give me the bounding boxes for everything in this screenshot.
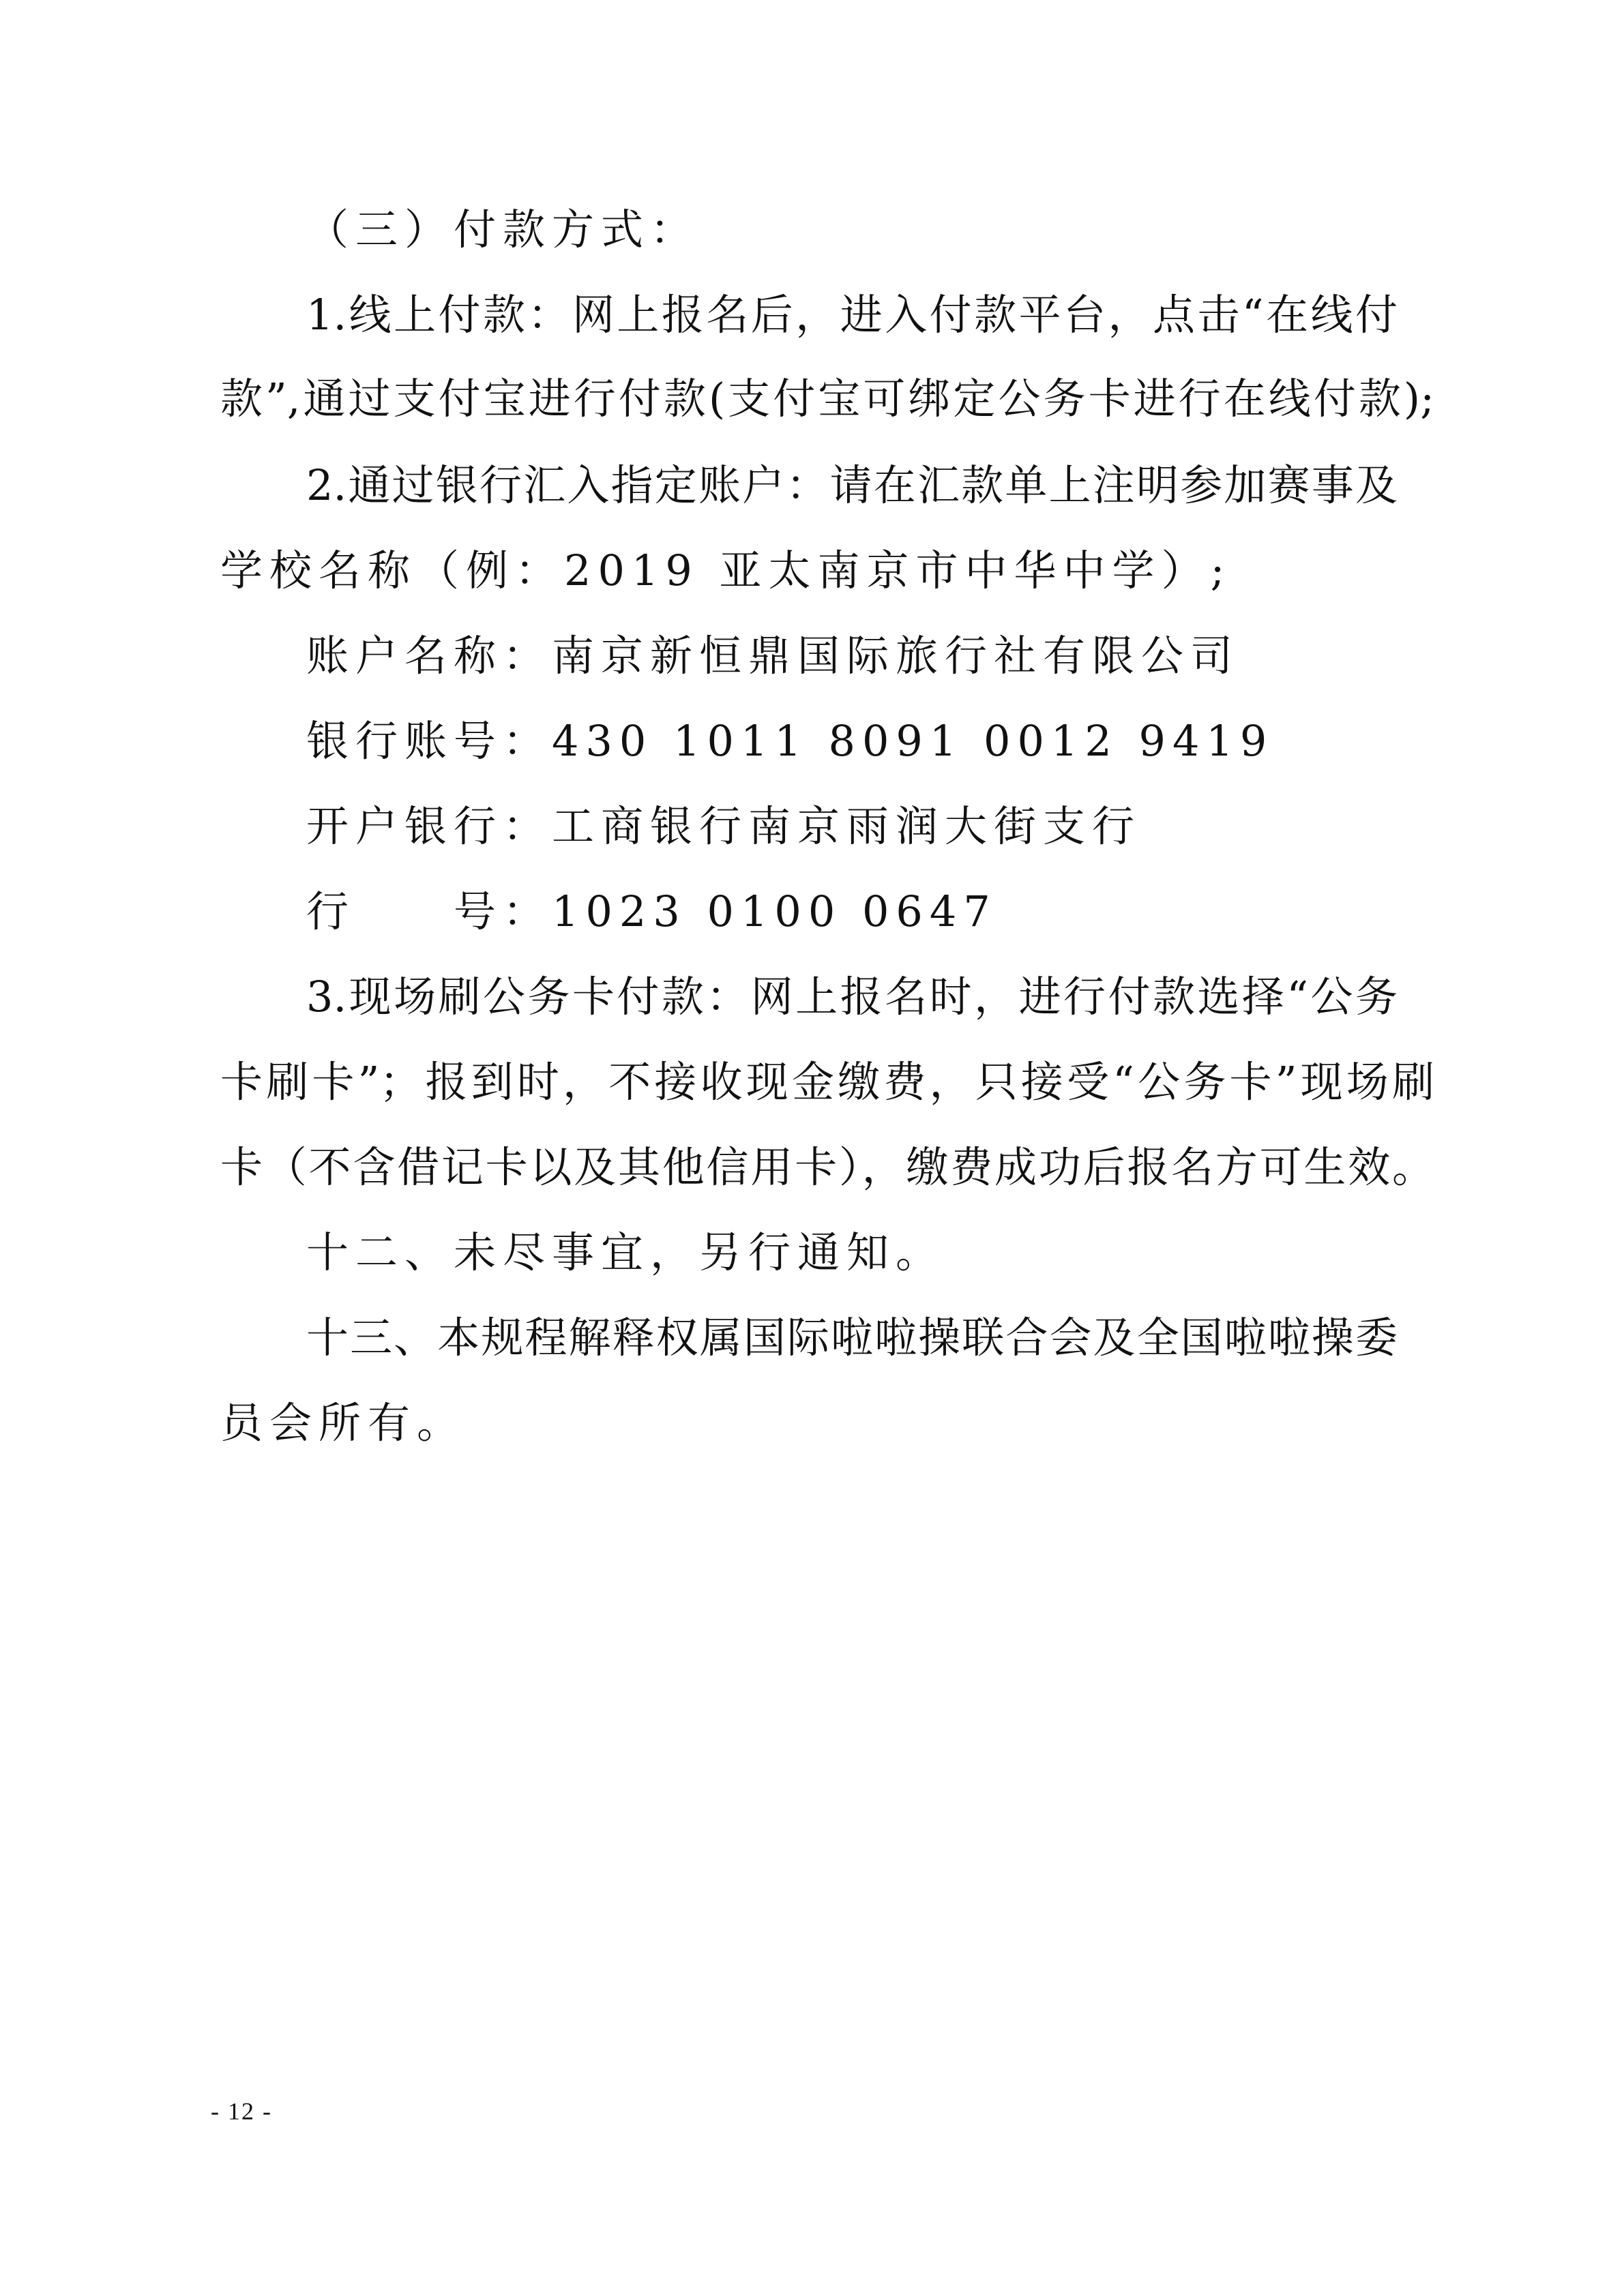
paragraph-card-payment-line-1: 3.现场刷公务卡付款：网上报名时，进行付款选择“公务 (306, 972, 1398, 1022)
bank-code: 行 号：1023 0100 0647 (306, 886, 997, 936)
paragraph-online-payment-line-1: 1.线上付款：网上报名后，进入付款平台，点击“在线付 (306, 290, 1398, 340)
page-number: - 12 - (211, 2098, 272, 2125)
section-heading-payment-methods: （三）付款方式： (306, 205, 700, 254)
paragraph-bank-transfer-line-2: 学校名称（例：2019 亚太南京市中华中学）; (220, 546, 1232, 595)
account-name: 账户名称：南京新恒鼎国际旅行社有限公司 (306, 631, 1240, 681)
opening-bank: 开户银行：工商银行南京雨润大街支行 (306, 801, 1142, 851)
paragraph-online-payment-line-2: 款”,通过支付宝进行付款(支付宝可绑定公务卡进行在线付款); (220, 374, 1434, 423)
section-thirteen-line-2: 员会所有。 (220, 1398, 467, 1448)
paragraph-card-payment-line-2: 卡刷卡”；报到时，不接收现金缴费，只接受“公务卡”现场刷 (220, 1057, 1434, 1107)
section-thirteen-line-1: 十三、本规程解释权属国际啦啦操联合会及全国啦啦操委 (306, 1313, 1398, 1362)
paragraph-card-payment-line-3: 卡（不含借记卡以及其他信用卡），缴费成功后报名方可生效。 (220, 1142, 1434, 1192)
section-twelve: 十二、未尽事宜，另行通知。 (306, 1227, 945, 1277)
bank-account-number: 银行账号：430 1011 8091 0012 9419 (306, 716, 1274, 766)
paragraph-bank-transfer-line-1: 2.通过银行汇入指定账户：请在汇款单上注明参加赛事及 (306, 460, 1398, 510)
